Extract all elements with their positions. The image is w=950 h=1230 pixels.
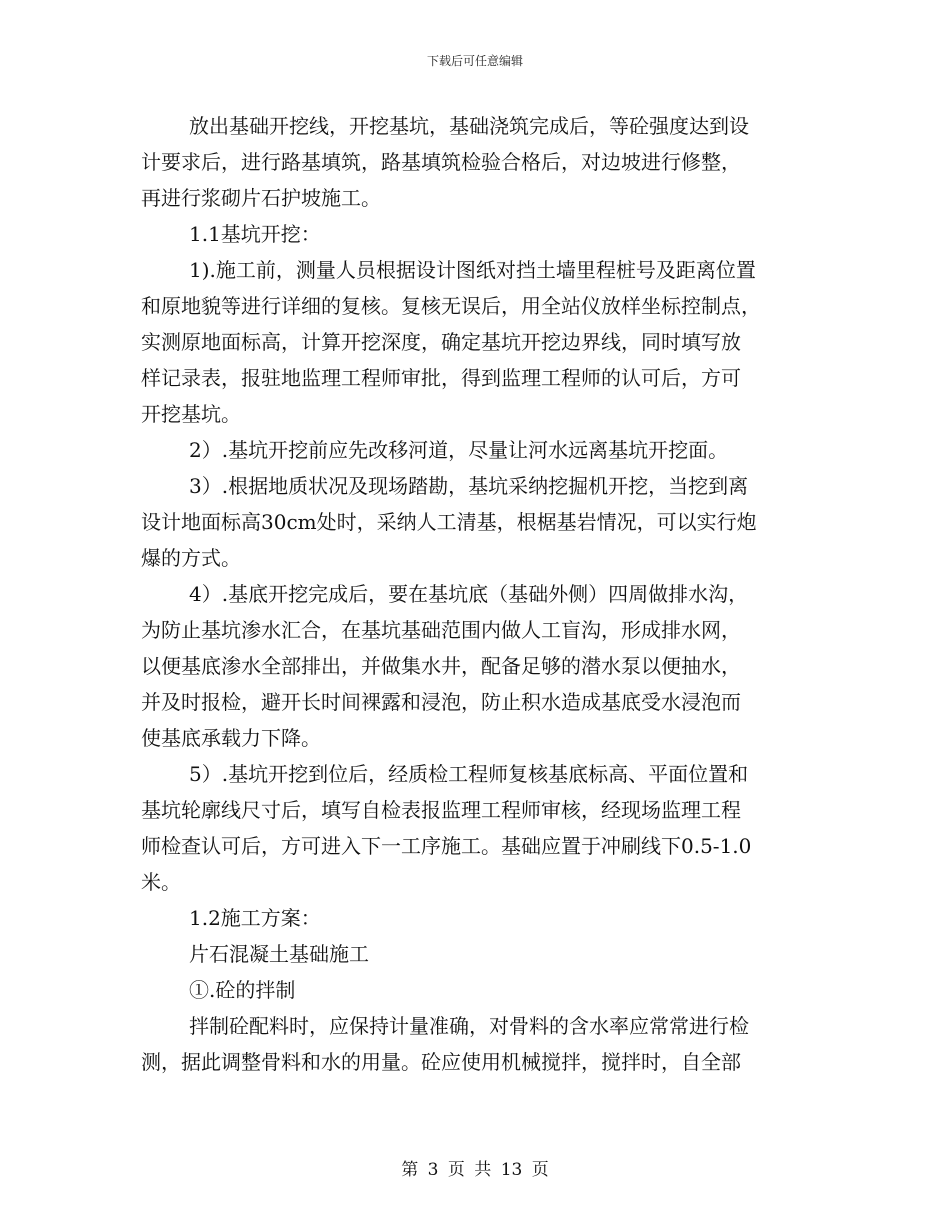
text-line: 再进行浆砌片石护坡施工。 (141, 186, 381, 210)
text-line: 以便基底渗水全部排出，并做集水井，配备足够的潜水泵以便抽水， (141, 654, 741, 678)
text-line: 拌制砼配料时，应保持计量准确，对骨料的含水率应常常进行检 (189, 1014, 749, 1038)
text-line: 测，据此调整骨料和水的用量。砼应使用机械搅拌，搅拌时，自全部 (141, 1050, 741, 1074)
text-line: 为防止基坑渗水汇合，在基坑基础范围内做人工盲沟，形成排水网， (141, 618, 741, 642)
page-footer: 第 3 页 共 13 页 (401, 1160, 549, 1180)
text-line: 开挖基坑。 (141, 402, 241, 426)
text-line: 计要求后，进行路基填筑，路基填筑检验合格后，对边坡进行修整， (141, 150, 741, 174)
text-line: 实测原地面标高，计算开挖深度，确定基坑开挖边界线，同时填写放 (141, 330, 741, 354)
text-line: 片石混凝土基础施工 (189, 942, 369, 966)
text-line: 1.2施工方案： (189, 906, 321, 930)
text-line: 并及时报检，避开长时间裸露和浸泡，防止积水造成基底受水浸泡而 (141, 690, 741, 714)
text-line: 放出基础开挖线，开挖基坑，基础浇筑完成后，等砼强度达到设 (189, 114, 749, 138)
text-line: 使基底承载力下降。 (141, 726, 321, 750)
text-line: 1).施工前，测量人员根据设计图纸对挡土墙里程桩号及距离位置 (189, 258, 756, 282)
text-line: ①.砼的拌制 (189, 978, 296, 1002)
document-body (141, 108, 811, 1080)
text-line: 1.1基坑开挖： (189, 222, 321, 246)
text-line: 爆的方式。 (141, 546, 241, 570)
text-line: 4）.基底开挖完成后，要在基坑底（基础外侧）四周做排水沟， (189, 582, 749, 606)
text-line: 基坑轮廓线尺寸后，填写自检表报监理工程师审核，经现场监理工程 (141, 798, 741, 822)
text-line: 2）.基坑开挖前应先改移河道，尽量让河水远离基坑开挖面。 (189, 438, 729, 462)
text-line: 师检查认可后，方可进入下一工序施工。基础应置于冲刷线下0.5-1.0 (141, 834, 752, 858)
text-line: 样记录表，报驻地监理工程师审批，得到监理工程师的认可后，方可 (141, 366, 741, 390)
page-header: 下载后可任意编辑 (426, 54, 523, 68)
text-line: 3）.根据地质状况及现场踏勘，基坑采纳挖掘机开挖，当挖到离 (189, 474, 749, 498)
text-line: 米。 (141, 870, 181, 894)
text-line: 和原地貌等进行详细的复核。复核无误后，用全站仪放样坐标控制点， (141, 294, 761, 318)
text-line: 设计地面标高30cm处时，采纳人工清基，根椐基岩情况，可以实行炮 (141, 510, 757, 534)
text-line: 5）.基坑开挖到位后，经质检工程师复核基底标高、平面位置和 (189, 762, 749, 786)
